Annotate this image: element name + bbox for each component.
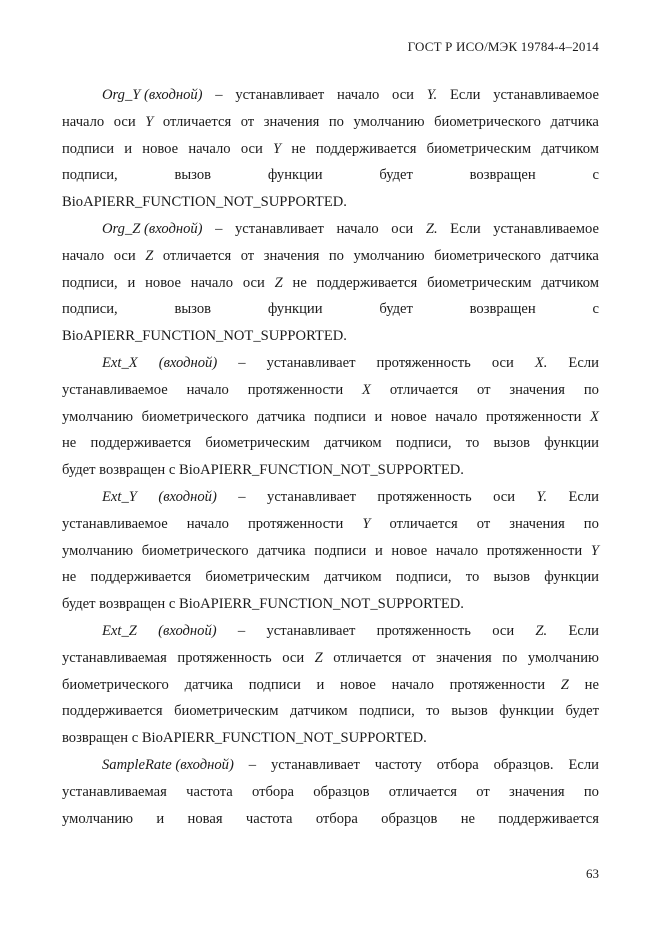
italic-term: Z. — [535, 622, 548, 639]
word: начало — [62, 247, 105, 264]
word: Если — [450, 220, 481, 237]
word: биометрического — [62, 676, 169, 693]
word: умолчанию — [527, 649, 599, 666]
text-line — [62, 216, 599, 243]
italic-term: Ext_Z — [102, 622, 137, 639]
italic-term: (входной) — [158, 488, 217, 505]
word: датчика — [184, 676, 233, 693]
word: поддерживается — [315, 140, 417, 157]
word: по — [328, 247, 344, 264]
word: отличается — [162, 113, 232, 130]
word: частота — [245, 810, 293, 827]
word: возвращен — [469, 167, 536, 184]
word: и — [374, 542, 383, 559]
word: начало — [188, 140, 231, 157]
word: от — [476, 381, 491, 398]
word: от — [240, 247, 255, 264]
text-line — [62, 189, 599, 216]
word: поддерживается — [90, 569, 192, 586]
word: новое — [145, 274, 181, 291]
word: датчиком — [324, 435, 382, 452]
text-line — [62, 645, 599, 672]
word: отличается — [389, 381, 459, 398]
italic-term: Ext_X — [102, 354, 138, 371]
word: функции — [267, 301, 323, 318]
word: устанавливает — [266, 622, 356, 639]
word: образцов — [381, 810, 438, 827]
word: и — [156, 810, 165, 827]
text-line — [62, 698, 599, 725]
word: умолчанию — [353, 113, 425, 130]
word: будет возвращен с BioAPIERR_FUNCTION_NOT_SUPPORTED. — [62, 462, 464, 479]
italic-term: Z — [314, 649, 323, 666]
text-line — [62, 618, 599, 645]
word: от — [476, 783, 490, 800]
word: оси — [113, 113, 136, 130]
word: биометрическим — [205, 435, 310, 452]
word: протяженности — [486, 408, 582, 425]
italic-term: Y — [272, 140, 282, 157]
word: начало — [435, 542, 479, 559]
word: оси — [240, 140, 263, 157]
word: оси — [492, 622, 515, 639]
text-line — [62, 511, 599, 538]
word: умолчанию — [62, 810, 134, 827]
word: устанавливаемое — [62, 515, 168, 532]
word: значения — [263, 113, 320, 130]
word: протяженность — [376, 354, 471, 371]
word: устанавливаемое — [493, 220, 599, 237]
text-line — [62, 806, 599, 833]
word: устанавливаемая — [62, 783, 167, 800]
italic-term: (входной) — [158, 354, 218, 371]
word: устанавливает — [267, 488, 356, 505]
word: не — [62, 435, 77, 452]
word: то — [426, 703, 440, 720]
word: не — [292, 274, 307, 291]
word: датчика — [257, 542, 306, 559]
word: и — [124, 140, 133, 157]
italic-term: X. — [534, 354, 548, 371]
word: поддерживается — [90, 435, 192, 452]
word: по — [502, 649, 518, 666]
word: датчиком — [289, 703, 348, 720]
text-line — [62, 404, 599, 431]
word: датчика — [550, 247, 599, 264]
word: начало — [391, 676, 434, 693]
word: начало — [190, 274, 234, 291]
text-line — [62, 672, 599, 699]
word: отличается — [388, 783, 458, 800]
text-line — [62, 377, 599, 404]
text-line — [62, 564, 599, 591]
italic-term: Z — [274, 274, 283, 291]
word: подписи — [62, 140, 115, 157]
word: отбора — [315, 810, 358, 827]
word: устанавливаемое — [62, 381, 168, 398]
word: устанавливаемое — [493, 87, 599, 103]
word: образцов. — [493, 756, 554, 773]
word: будет — [565, 703, 599, 720]
word: оси — [282, 649, 305, 666]
word: начало — [186, 515, 229, 532]
word: отбора — [436, 756, 479, 773]
word: новое — [340, 676, 376, 693]
word: с — [592, 167, 599, 184]
word: биометрическим — [174, 703, 279, 720]
word: подписи, — [359, 703, 415, 720]
word: датчиком — [541, 274, 599, 291]
word: устанавливает — [266, 354, 356, 371]
word: Если — [568, 488, 599, 505]
paragraph — [62, 752, 599, 832]
word: – — [237, 622, 246, 639]
italic-term: Org_Z (входной) — [102, 220, 203, 237]
italic-term: SampleRate (входной) — [102, 756, 234, 773]
text-line — [62, 430, 599, 457]
page-number: 63 — [586, 866, 599, 881]
word: протяженности — [449, 676, 546, 693]
word: значения — [263, 247, 320, 264]
text-line — [62, 136, 599, 163]
word: оси — [392, 87, 414, 103]
word: по — [583, 515, 599, 532]
word: возвращен — [469, 301, 536, 318]
word: по — [583, 783, 599, 800]
document-header: ГОСТ Р ИСО/МЭК 19784-4–2014 — [407, 39, 599, 54]
word: функции — [499, 703, 554, 720]
word: Если — [568, 756, 599, 773]
word: подписи, — [62, 167, 118, 184]
word: оси — [493, 488, 516, 505]
text-line — [62, 109, 599, 136]
word: значения — [436, 649, 492, 666]
word: от — [240, 113, 255, 130]
word: устанавливает — [270, 756, 360, 773]
word: Если — [568, 354, 599, 371]
word: новая — [187, 810, 223, 827]
word: образцов — [313, 783, 370, 800]
paragraph — [62, 216, 599, 350]
word: подписи — [313, 408, 366, 425]
word: протяженность — [177, 649, 272, 666]
italic-term: Ext_Y — [102, 488, 137, 505]
text-line — [62, 323, 599, 350]
text-line — [62, 538, 599, 565]
word: начало — [435, 408, 478, 425]
word: умолчанию — [62, 408, 134, 425]
word: биометрическим — [426, 140, 532, 157]
text-line — [62, 162, 599, 189]
text-line — [62, 457, 599, 484]
italic-term: Y. — [426, 87, 438, 103]
text-line — [62, 752, 599, 779]
word: поддерживается — [498, 810, 599, 827]
paragraph — [62, 618, 599, 752]
word: начало — [337, 87, 380, 103]
word: биометрического — [141, 542, 249, 559]
word: протяженность — [376, 622, 471, 639]
word: подписи, — [62, 274, 118, 291]
word: новое — [390, 408, 427, 425]
word: – — [248, 756, 257, 773]
word: оси — [391, 220, 414, 237]
text-line — [62, 270, 599, 297]
word: оси — [113, 247, 136, 264]
word: подписи, — [395, 569, 452, 586]
word: новое — [142, 140, 179, 157]
italic-term: Z. — [425, 220, 438, 237]
word: вызов — [174, 167, 212, 184]
word: поддерживается — [316, 274, 418, 291]
italic-term: Y — [145, 113, 154, 130]
italic-term: Z — [560, 676, 569, 693]
word: новое — [391, 542, 428, 559]
word: отличается — [389, 515, 458, 532]
word: будет возвращен с BioAPIERR_FUNCTION_NOT_SUPPORTED. — [62, 596, 464, 613]
word: биометрического — [141, 408, 249, 425]
word: от — [476, 515, 491, 532]
italic-term: X — [362, 381, 371, 398]
text-line — [62, 484, 599, 511]
word: протяженности — [247, 381, 344, 398]
text-line — [62, 591, 599, 618]
word: отличается — [162, 247, 232, 264]
paragraph — [62, 350, 599, 484]
word: не — [460, 810, 476, 827]
word: значения — [509, 783, 565, 800]
text-line — [62, 779, 599, 806]
word: умолчанию — [353, 247, 425, 264]
word: устанавливает — [235, 87, 325, 103]
word: частота — [186, 783, 233, 800]
word: оси — [242, 274, 265, 291]
word: по — [583, 381, 599, 398]
word: вызов — [493, 569, 531, 586]
word: биометрического — [434, 113, 541, 130]
document-body — [62, 82, 599, 832]
word: возвращен с BioAPIERR_FUNCTION_NOT_SUPPORTED. — [62, 730, 427, 747]
text-line — [62, 350, 599, 377]
italic-term: Y — [590, 542, 599, 559]
italic-term: Org_Y (входной) — [102, 87, 203, 103]
word: умолчанию — [62, 542, 134, 559]
word: отбора — [252, 783, 294, 800]
word: подписи, — [62, 301, 118, 318]
word: BioAPIERR_FUNCTION_NOT_SUPPORTED. — [62, 194, 347, 211]
word: протяженности — [486, 542, 583, 559]
word: от — [412, 649, 426, 666]
word: будет — [379, 167, 413, 184]
word: биометрическим — [205, 569, 310, 586]
italic-term: Y — [362, 515, 371, 532]
word: оси — [491, 354, 514, 371]
word: протяженности — [247, 515, 344, 532]
word: – — [215, 87, 223, 103]
paragraph — [62, 484, 599, 618]
word: значения — [509, 515, 565, 532]
word: и — [374, 408, 383, 425]
word: подписи, — [395, 435, 452, 452]
word: частоту — [374, 756, 422, 773]
word: датчика — [550, 113, 599, 130]
word: и — [127, 274, 136, 291]
italic-term: Z — [145, 247, 154, 264]
word: поддерживается — [62, 703, 163, 720]
text-line — [62, 725, 599, 752]
text-line — [62, 296, 599, 323]
word: будет — [379, 301, 413, 318]
word: с — [592, 301, 599, 318]
word: биометрического — [434, 247, 541, 264]
word: начало — [336, 220, 379, 237]
word: – — [238, 488, 246, 505]
word: функции — [544, 435, 599, 452]
word: вызов — [174, 301, 212, 318]
word: – — [215, 220, 223, 237]
word: по — [328, 113, 344, 130]
word: то — [465, 435, 480, 452]
word: не — [584, 676, 599, 693]
word: датчика — [257, 408, 306, 425]
word: не — [291, 140, 306, 157]
italic-term: X — [589, 408, 599, 425]
word: отличается — [333, 649, 402, 666]
word: устанавливаемая — [62, 649, 167, 666]
word: датчиком — [541, 140, 599, 157]
word: Если — [449, 87, 481, 103]
italic-term: Y. — [536, 488, 547, 505]
word: вызов — [451, 703, 488, 720]
word: биометрическим — [427, 274, 532, 291]
word: то — [465, 569, 480, 586]
word: не — [62, 569, 77, 586]
word: подписи — [248, 676, 301, 693]
word: Если — [568, 622, 599, 639]
word: начало — [62, 113, 105, 130]
word: подписи — [314, 542, 367, 559]
italic-term: (входной) — [158, 622, 217, 639]
word: значения — [509, 381, 565, 398]
word: вызов — [493, 435, 531, 452]
word: датчиком — [324, 569, 382, 586]
word: и — [316, 676, 325, 693]
word: функции — [544, 569, 599, 586]
text-line — [62, 243, 599, 270]
word: функции — [267, 167, 323, 184]
word: начало — [186, 381, 229, 398]
paragraph — [62, 82, 599, 216]
word: устанавливает — [234, 220, 324, 237]
word: – — [238, 354, 246, 371]
word: BioAPIERR_FUNCTION_NOT_SUPPORTED. — [62, 328, 347, 345]
text-line — [62, 82, 599, 109]
word: протяженность — [377, 488, 472, 505]
